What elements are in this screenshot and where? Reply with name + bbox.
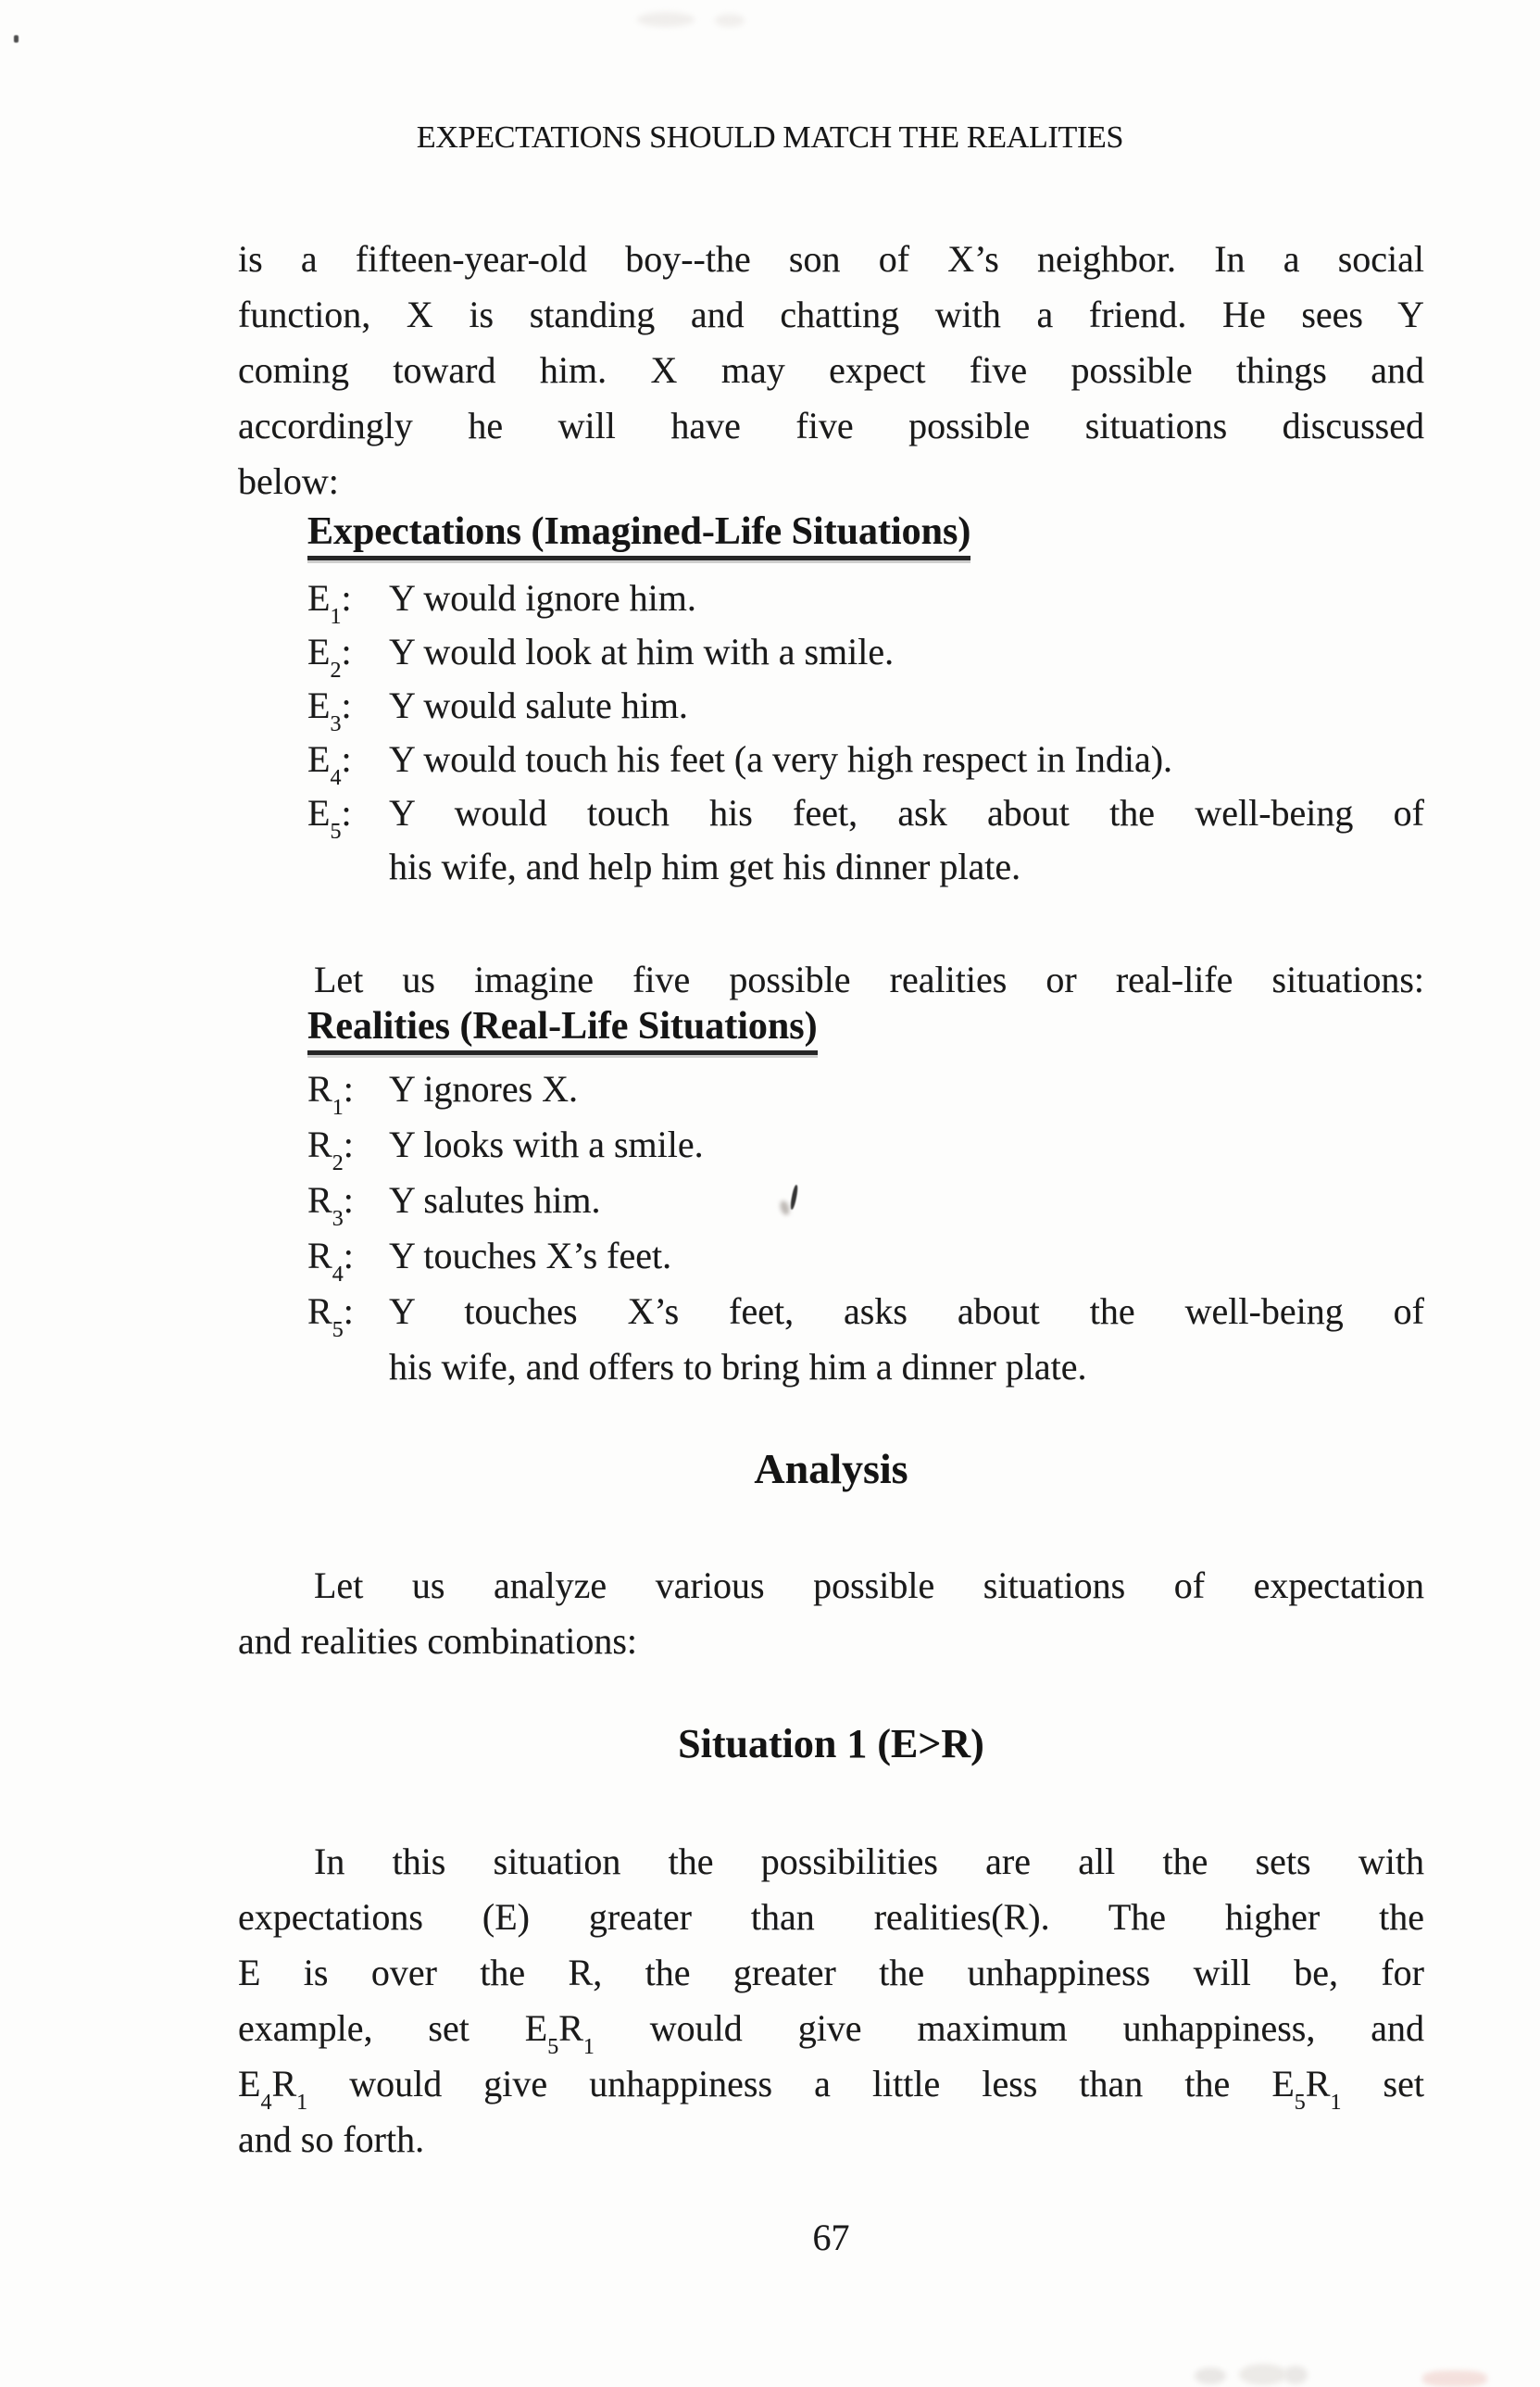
subscript: 1	[296, 2091, 308, 2115]
underlined-heading-text: Realities (Real-Life Situations)	[307, 1005, 818, 1055]
text-line: and realities combinations:	[238, 1620, 637, 1662]
scan-smudge	[715, 14, 745, 27]
item-text: Y salutes him.	[389, 1179, 601, 1221]
label-letter: E	[307, 792, 331, 834]
running-header: EXPECTATIONS SHOULD MATCH THE REALITIES	[416, 120, 1124, 155]
list-item	[307, 786, 1424, 894]
scan-speck	[14, 35, 19, 43]
situation1-paragraph	[238, 1834, 1424, 2167]
text-line: Let us imagine five possible realities or real-life situations:	[314, 959, 1424, 1000]
list-item	[307, 679, 1424, 736]
text-line: below:	[238, 460, 339, 502]
text-line: Y touches X’s feet, asks about the well-being of	[389, 1290, 1424, 1332]
item-label	[307, 786, 389, 894]
label-subscript: 1	[332, 1096, 344, 1120]
item-text: Y looks with a smile.	[389, 1124, 704, 1165]
label-letter: R	[307, 1124, 332, 1165]
text-segment: R	[558, 2007, 583, 2049]
label-letter: E	[307, 738, 331, 780]
text-line	[238, 2056, 1424, 2115]
item-label	[307, 1117, 389, 1173]
text-line: is a fifteen-year-old boy--the son of X’s neighbor. In a social	[238, 238, 1424, 280]
expectations-heading	[307, 510, 970, 553]
label-subscript: 5	[330, 820, 342, 844]
text-line: Let us analyze various possible situations of expectation	[314, 1564, 1424, 1606]
label-colon: :	[343, 1179, 354, 1221]
label-subscript: 4	[332, 1263, 344, 1287]
text-segment: R	[271, 2063, 297, 2104]
subscript: 4	[260, 2091, 272, 2115]
label-subscript: 5	[332, 1318, 344, 1342]
text-line: his wife, and offers to bring him a dinner plate.	[389, 1346, 1087, 1388]
label-colon: :	[341, 738, 352, 780]
analysis-paragraph	[238, 1558, 1424, 1669]
list-item	[307, 1117, 1424, 1173]
text-segment: would give unhappiness a little less than the E	[307, 2063, 1295, 2104]
situation1-heading: Situation 1 (E>R)	[678, 1721, 984, 1766]
item-label	[307, 733, 389, 790]
label-colon: :	[341, 631, 352, 672]
label-subscript: 4	[330, 766, 342, 790]
analysis-heading: Analysis	[754, 1445, 908, 1492]
text-segment: E	[238, 2063, 261, 2104]
expectations-list	[307, 572, 1424, 894]
label-colon: :	[343, 1068, 354, 1110]
text-line	[238, 2001, 1424, 2059]
label-colon: :	[343, 1124, 354, 1165]
label-colon: :	[343, 1235, 354, 1276]
label-colon: :	[341, 685, 352, 726]
label-subscript: 3	[330, 712, 342, 736]
text-segment: R	[1305, 2063, 1331, 2104]
scan-smudge	[1283, 2366, 1308, 2384]
label-letter: R	[307, 1290, 332, 1332]
underlined-heading-text: Expectations (Imagined-Life Situations)	[307, 510, 970, 560]
item-text	[389, 786, 1424, 894]
label-letter: E	[307, 577, 331, 619]
item-text: Y would ignore him.	[389, 577, 696, 619]
label-letter: R	[307, 1068, 332, 1110]
item-text: Y ignores X.	[389, 1068, 579, 1110]
realities-list	[307, 1062, 1424, 1395]
list-item	[307, 1228, 1424, 1287]
subscript: 5	[1294, 2091, 1306, 2115]
list-item	[307, 625, 1424, 683]
label-subscript: 3	[332, 1207, 344, 1231]
label-colon: :	[341, 792, 352, 834]
subscript: 1	[582, 2035, 595, 2059]
scan-smudge	[637, 12, 695, 27]
text-line: In this situation the possibilities are all the sets with	[314, 1841, 1424, 1882]
list-item	[307, 1173, 1424, 1231]
text-line: E is over the R, the greater the unhappiness will be, for	[238, 1952, 1424, 1993]
label-subscript: 2	[330, 659, 342, 683]
label-letter: R	[307, 1235, 332, 1276]
item-label	[307, 1173, 389, 1231]
item-label	[307, 679, 389, 736]
subscript: 1	[1330, 2091, 1342, 2115]
text-line: expectations (E) greater than realities(R). The higher the	[238, 1896, 1424, 1938]
text-line: his wife, and help him get his dinner plate.	[389, 846, 1021, 887]
text-segment: set	[1341, 2063, 1424, 2104]
scan-smudge-pink	[1422, 2370, 1487, 2387]
label-subscript: 1	[330, 605, 342, 629]
scan-smudge	[1195, 2368, 1226, 2384]
realities-heading	[307, 1005, 818, 1048]
label-subscript: 2	[332, 1151, 344, 1175]
list-item	[307, 572, 1424, 629]
item-text: Y would look at him with a smile.	[389, 631, 895, 672]
item-text: Y would touch his feet (a very high respect in India).	[389, 738, 1173, 780]
text-line: Y would touch his feet, ask about the well-being of	[389, 792, 1424, 834]
label-colon: :	[343, 1290, 354, 1332]
text-line: function, X is standing and chatting with a friend. He sees Y	[238, 294, 1424, 335]
label-letter: E	[307, 631, 331, 672]
item-text: Y touches X’s feet.	[389, 1235, 672, 1276]
label-letter: R	[307, 1179, 332, 1221]
page-number: 67	[812, 2217, 850, 2258]
label-colon: :	[341, 577, 352, 619]
text-segment: example, set E	[238, 2007, 548, 2049]
text-line: and so forth.	[238, 2118, 425, 2160]
item-text	[389, 1284, 1424, 1395]
scan-smudge	[1239, 2364, 1287, 2385]
item-text: Y would salute him.	[389, 685, 688, 726]
text-line: accordingly he will have five possible situations discussed	[238, 405, 1424, 446]
text-line: coming toward him. X may expect five possible things and	[238, 349, 1424, 391]
list-item	[307, 1062, 1424, 1120]
subscript: 5	[547, 2035, 559, 2059]
label-letter: E	[307, 685, 331, 726]
item-label	[307, 1284, 389, 1395]
item-label	[307, 1062, 389, 1120]
list-item	[307, 733, 1424, 790]
item-label	[307, 625, 389, 683]
text-segment: would give maximum unhappiness, and	[594, 2007, 1424, 2049]
item-label	[307, 572, 389, 629]
realities-intro-paragraph	[238, 952, 1424, 1008]
item-label	[307, 1228, 389, 1287]
intro-paragraph	[238, 232, 1424, 509]
list-item	[307, 1284, 1424, 1395]
